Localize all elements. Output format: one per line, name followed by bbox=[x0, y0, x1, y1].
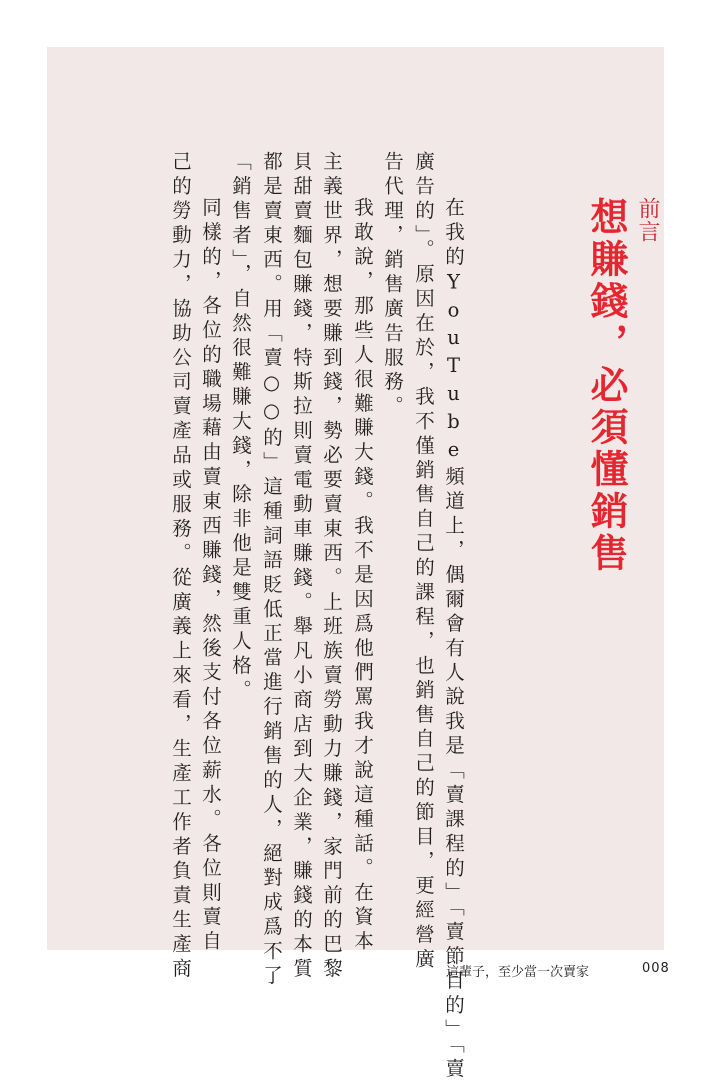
body-line-3: 告代理，銷售廣告服務。 bbox=[381, 151, 404, 420]
book-page bbox=[47, 47, 670, 1082]
section-label: 前言 bbox=[635, 197, 660, 243]
body-line-5: 主義世界，想要賺到錢，勢必要賣東西。上班族賣勞動力賺錢，家門前的巴黎 bbox=[320, 151, 343, 983]
body-line-8: 「銷售者」，自然很難賺大錢，除非他是雙重人格。 bbox=[229, 151, 252, 704]
footer-book-title: 這輩子，至少當一次賣家 bbox=[446, 965, 590, 980]
body-line-1: 在我的YouTube頻道上，偶爾會有人說我是「賣課程的」「賣節目的」「賣 bbox=[442, 197, 465, 1082]
body-line-9: 同樣的，各位的職場藉由賣東西賺錢，然後支付各位薪水。各位則賣自 bbox=[199, 197, 222, 955]
body-line-4: 我敢說，那些人很難賺大錢。我不是因爲他們罵我才說這種話。在資本 bbox=[351, 197, 374, 955]
body-line-10: 己的勞動力，協助公司賣產品或服務。從廣義上來看，生產工作者負責生產商 bbox=[169, 151, 192, 983]
body-line-2: 廣告的」。原因在於，我不僅銷售自己的課程，也銷售自己的節目，更經營廣 bbox=[412, 151, 435, 973]
page-number: 008 bbox=[642, 961, 670, 976]
body-line-6: 貝甜賣麵包賺錢，特斯拉則賣電動車賺錢。舉凡小商店到大企業，賺錢的本質 bbox=[290, 151, 313, 983]
chapter-title: 想賺錢，必須懂銷售 bbox=[584, 197, 628, 575]
body-line-7: 都是賣東西。用「賣○○的」這種詞語貶低正當進行銷售的人，絕對成爲不了 bbox=[260, 151, 283, 990]
